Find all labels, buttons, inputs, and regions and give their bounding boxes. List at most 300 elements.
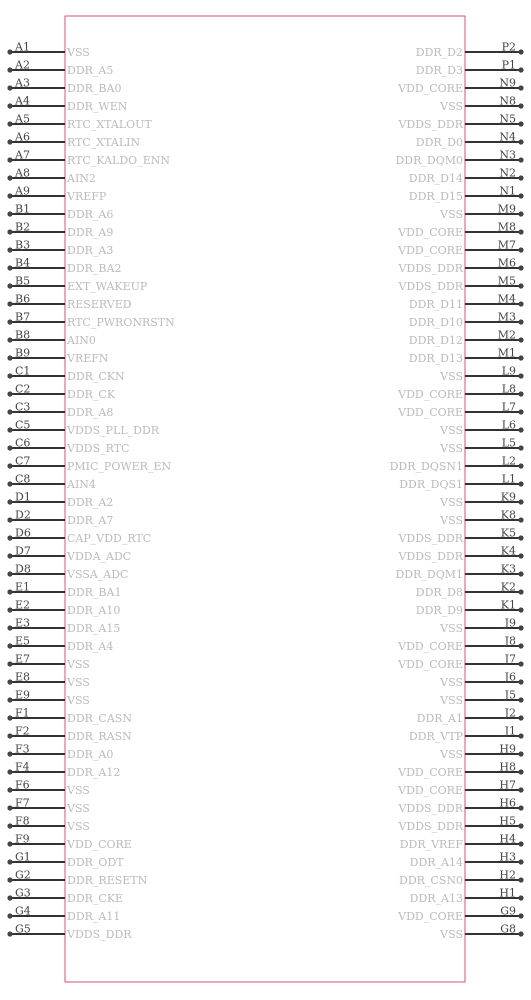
pin-number: H2 bbox=[499, 868, 516, 882]
pin-name: RESERVED bbox=[67, 298, 132, 311]
pin-number: J5 bbox=[504, 688, 516, 702]
pin-endpoint-dot bbox=[518, 751, 523, 756]
pin-number: E1 bbox=[15, 580, 31, 594]
pin-number: A1 bbox=[15, 40, 30, 54]
pin-name: VDD_CORE bbox=[398, 244, 463, 257]
pin-name: EXT_WAKEUP bbox=[67, 280, 148, 293]
pin-endpoint-dot bbox=[7, 463, 12, 468]
pin-G2 bbox=[7, 869, 147, 888]
pin-M8 bbox=[397, 221, 523, 240]
pin-endpoint-dot bbox=[7, 103, 12, 108]
pin-D2 bbox=[7, 509, 113, 528]
pin-endpoint-dot bbox=[7, 355, 12, 360]
pin-number: E9 bbox=[15, 688, 31, 702]
pin-endpoint-dot bbox=[518, 931, 523, 936]
pin-endpoint-dot bbox=[518, 823, 523, 828]
pin-J9 bbox=[439, 617, 523, 636]
pin-H8 bbox=[397, 761, 523, 780]
pin-name: VDD_CORE bbox=[398, 640, 463, 653]
pin-name: DDR_DQM1 bbox=[395, 568, 463, 581]
pin-C1 bbox=[7, 365, 125, 384]
pin-name: AIN4 bbox=[67, 478, 96, 491]
pin-endpoint-dot bbox=[7, 229, 12, 234]
pin-J5 bbox=[439, 689, 523, 708]
pin-number: P2 bbox=[501, 40, 516, 54]
pin-name: VDD_CORE bbox=[398, 766, 463, 779]
pin-name: VREFN bbox=[67, 352, 109, 365]
pin-name: VDD_CORE bbox=[398, 226, 463, 239]
pin-endpoint-dot bbox=[7, 679, 12, 684]
pin-endpoint-dot bbox=[518, 733, 523, 738]
pin-number: F1 bbox=[15, 706, 30, 720]
pin-name: DDR_VREF bbox=[399, 838, 463, 851]
pin-number: L1 bbox=[501, 472, 516, 486]
pin-endpoint-dot bbox=[518, 571, 523, 576]
pin-F9 bbox=[7, 833, 131, 852]
pin-endpoint-dot bbox=[518, 139, 523, 144]
pin-number: J1 bbox=[504, 724, 516, 738]
pin-number: C3 bbox=[15, 400, 31, 414]
pin-F4 bbox=[7, 761, 120, 780]
pin-number: F3 bbox=[15, 742, 30, 756]
pin-endpoint-dot bbox=[7, 769, 12, 774]
pin-name: VDD_CORE bbox=[67, 838, 132, 851]
pin-endpoint-dot bbox=[7, 571, 12, 576]
pin-name: DDR_A10 bbox=[67, 604, 121, 617]
pin-endpoint-dot bbox=[7, 787, 12, 792]
pin-number: D6 bbox=[15, 526, 31, 540]
pin-F7 bbox=[7, 797, 89, 816]
pin-name: DDR_D0 bbox=[415, 136, 463, 149]
pin-M3 bbox=[409, 311, 524, 330]
pin-number: H7 bbox=[499, 778, 516, 792]
pin-number: B5 bbox=[15, 274, 31, 288]
pin-name: VDDS_PLL_DDR bbox=[67, 424, 160, 437]
pin-endpoint-dot bbox=[518, 283, 523, 288]
pin-name: VSS bbox=[67, 658, 90, 671]
pin-endpoint-dot bbox=[518, 535, 523, 540]
pin-name: VSS bbox=[440, 424, 463, 437]
pin-endpoint-dot bbox=[7, 445, 12, 450]
pin-endpoint-dot bbox=[7, 823, 12, 828]
pin-N1 bbox=[409, 185, 524, 204]
pin-name: VDDS_RTC bbox=[67, 442, 130, 455]
pin-number: N8 bbox=[499, 94, 516, 108]
pin-name: RTC_PWRONRSTN bbox=[67, 316, 175, 329]
pin-name: DDR_CKN bbox=[67, 370, 125, 383]
pin-endpoint-dot bbox=[518, 67, 523, 72]
pin-name: VSS bbox=[440, 622, 463, 635]
pin-name: VDDS_DDR bbox=[398, 550, 463, 563]
pin-M6 bbox=[397, 257, 523, 276]
pin-name: DDR_A5 bbox=[67, 64, 114, 77]
pin-endpoint-dot bbox=[518, 49, 523, 54]
pin-name: VSS bbox=[67, 802, 90, 815]
pin-number: D7 bbox=[15, 544, 31, 558]
pin-D8 bbox=[7, 563, 128, 582]
pin-endpoint-dot bbox=[518, 589, 523, 594]
pin-number: L2 bbox=[501, 454, 516, 468]
pin-name: VSS bbox=[440, 514, 463, 527]
pin-name: VSS bbox=[440, 694, 463, 707]
pin-H9 bbox=[439, 743, 523, 762]
pin-number: K1 bbox=[500, 598, 516, 612]
pin-endpoint-dot bbox=[7, 211, 12, 216]
pin-endpoint-dot bbox=[518, 391, 523, 396]
pin-B6 bbox=[7, 293, 131, 312]
pin-number: H9 bbox=[499, 742, 516, 756]
pin-endpoint-dot bbox=[518, 769, 523, 774]
pin-number: B3 bbox=[15, 238, 31, 252]
pin-number: K5 bbox=[500, 526, 516, 540]
pin-B2 bbox=[7, 221, 113, 240]
pin-number: M5 bbox=[497, 274, 516, 288]
pin-K8 bbox=[439, 509, 523, 528]
pin-name: DDR_CSN0 bbox=[399, 874, 463, 887]
pin-endpoint-dot bbox=[7, 661, 12, 666]
pin-number: N4 bbox=[499, 130, 516, 144]
pin-endpoint-dot bbox=[518, 715, 523, 720]
pin-name: DDR_A3 bbox=[67, 244, 114, 257]
pin-name: DDR_BA0 bbox=[67, 82, 122, 95]
pin-name: VDD_CORE bbox=[398, 910, 463, 923]
pin-number: M1 bbox=[497, 346, 516, 360]
pin-number: G9 bbox=[500, 904, 516, 918]
pin-H1 bbox=[410, 887, 524, 906]
pin-endpoint-dot bbox=[7, 247, 12, 252]
pin-name: DDR_ODT bbox=[67, 856, 124, 869]
pin-endpoint-dot bbox=[7, 193, 12, 198]
pin-name: VDDS_DDR bbox=[398, 280, 463, 293]
pin-number: F9 bbox=[15, 832, 30, 846]
pin-name: VDDA_ADC bbox=[67, 550, 132, 563]
pin-K2 bbox=[416, 581, 524, 600]
pin-name: RTC_KALDO_ENN bbox=[67, 154, 170, 167]
pin-J1 bbox=[409, 725, 524, 744]
pin-number: M7 bbox=[497, 238, 516, 252]
pin-name: DDR_D14 bbox=[408, 172, 463, 185]
pin-H5 bbox=[397, 815, 523, 834]
pin-endpoint-dot bbox=[518, 805, 523, 810]
pin-number: B1 bbox=[15, 202, 31, 216]
pin-name: DDR_A11 bbox=[67, 910, 121, 923]
pin-number: L5 bbox=[501, 436, 516, 450]
pin-A1 bbox=[7, 41, 89, 60]
pin-number: E5 bbox=[15, 634, 31, 648]
pin-number: L7 bbox=[501, 400, 516, 414]
pin-name: DDR_D8 bbox=[415, 586, 463, 599]
pin-name: DDR_RESETN bbox=[67, 874, 148, 887]
pin-number: A3 bbox=[15, 76, 30, 90]
pin-name: DDR_A8 bbox=[67, 406, 114, 419]
pin-endpoint-dot bbox=[518, 229, 523, 234]
pin-name: CAP_VDD_RTC bbox=[67, 532, 152, 545]
pin-number: B4 bbox=[15, 256, 31, 270]
pin-endpoint-dot bbox=[7, 283, 12, 288]
pin-endpoint-dot bbox=[7, 517, 12, 522]
pin-name: VDD_CORE bbox=[398, 388, 463, 401]
pin-F1 bbox=[7, 707, 132, 726]
pin-name: DDR_A9 bbox=[67, 226, 114, 239]
right-pin-column bbox=[390, 41, 524, 942]
pin-name: VSS bbox=[440, 928, 463, 941]
pin-number: N1 bbox=[499, 184, 516, 198]
pin-H7 bbox=[397, 779, 523, 798]
pin-name: VSSA_ADC bbox=[67, 568, 129, 581]
pin-number: D1 bbox=[15, 490, 31, 504]
pin-number: G3 bbox=[15, 886, 31, 900]
pin-number: G4 bbox=[15, 904, 31, 918]
pin-endpoint-dot bbox=[7, 157, 12, 162]
pin-G4 bbox=[7, 905, 120, 924]
pin-F6 bbox=[7, 779, 89, 798]
pin-endpoint-dot bbox=[518, 103, 523, 108]
pin-name: DDR_A15 bbox=[67, 622, 121, 635]
pin-N3 bbox=[395, 149, 523, 168]
pin-endpoint-dot bbox=[518, 319, 523, 324]
pin-endpoint-dot bbox=[7, 607, 12, 612]
pin-endpoint-dot bbox=[7, 481, 12, 486]
pin-endpoint-dot bbox=[7, 139, 12, 144]
pin-N4 bbox=[416, 131, 524, 150]
pin-endpoint-dot bbox=[7, 841, 12, 846]
pin-endpoint-dot bbox=[7, 877, 12, 882]
pin-number: H3 bbox=[499, 850, 516, 864]
pin-endpoint-dot bbox=[7, 913, 12, 918]
pin-endpoint-dot bbox=[518, 553, 523, 558]
pin-number: M9 bbox=[497, 202, 516, 216]
pin-endpoint-dot bbox=[518, 175, 523, 180]
pin-H6 bbox=[397, 797, 523, 816]
pin-A9 bbox=[7, 185, 106, 204]
pin-number: J2 bbox=[504, 706, 516, 720]
pin-endpoint-dot bbox=[518, 607, 523, 612]
pin-name: RTC_XTALOUT bbox=[67, 118, 152, 131]
pin-endpoint-dot bbox=[518, 787, 523, 792]
pin-number: D2 bbox=[15, 508, 31, 522]
pin-name: VSS bbox=[440, 100, 463, 113]
pin-C3 bbox=[7, 401, 113, 420]
left-pin-column bbox=[7, 41, 175, 942]
pin-number: N2 bbox=[499, 166, 516, 180]
pin-number: M8 bbox=[497, 220, 516, 234]
pin-number: M6 bbox=[497, 256, 516, 270]
pin-number: C6 bbox=[15, 436, 31, 450]
pin-number: K3 bbox=[500, 562, 516, 576]
pin-L1 bbox=[399, 473, 523, 492]
pin-number: B2 bbox=[15, 220, 31, 234]
pin-endpoint-dot bbox=[7, 895, 12, 900]
pin-endpoint-dot bbox=[7, 931, 12, 936]
pin-name: DDR_BA1 bbox=[67, 586, 122, 599]
pin-number: N5 bbox=[499, 112, 516, 126]
pin-N5 bbox=[397, 113, 523, 132]
pin-endpoint-dot bbox=[7, 85, 12, 90]
pin-endpoint-dot bbox=[7, 49, 12, 54]
pin-C5 bbox=[7, 419, 159, 438]
pin-C6 bbox=[7, 437, 129, 456]
pin-C7 bbox=[7, 455, 171, 474]
pin-J6 bbox=[439, 671, 523, 690]
pin-E5 bbox=[7, 635, 113, 654]
pin-D1 bbox=[7, 491, 113, 510]
pin-name: DDR_A12 bbox=[67, 766, 121, 779]
pin-number: J6 bbox=[504, 670, 516, 684]
pin-M4 bbox=[409, 293, 524, 312]
pin-number: C2 bbox=[15, 382, 31, 396]
pin-H4 bbox=[400, 833, 524, 852]
pin-E8 bbox=[7, 671, 89, 690]
pin-name: DDR_VTP bbox=[408, 730, 463, 743]
pin-number: N3 bbox=[499, 148, 516, 162]
pin-name: DDR_WEN bbox=[67, 100, 128, 113]
pin-A3 bbox=[7, 77, 121, 96]
pin-B9 bbox=[7, 347, 108, 366]
pin-H2 bbox=[399, 869, 524, 888]
pin-number: L6 bbox=[501, 418, 516, 432]
pin-number: B8 bbox=[15, 328, 31, 342]
pin-C8 bbox=[7, 473, 96, 492]
pin-number: P1 bbox=[501, 58, 516, 72]
pin-endpoint-dot bbox=[7, 319, 12, 324]
pin-number: C5 bbox=[15, 418, 31, 432]
pin-number: G2 bbox=[15, 868, 31, 882]
pin-name: AIN0 bbox=[67, 334, 96, 347]
pin-name: VSS bbox=[67, 46, 90, 59]
pin-number: J8 bbox=[504, 634, 516, 648]
pin-number: K4 bbox=[500, 544, 516, 558]
pin-endpoint-dot bbox=[518, 499, 523, 504]
pin-A8 bbox=[7, 167, 96, 186]
pin-name: VDD_CORE bbox=[398, 406, 463, 419]
pin-endpoint-dot bbox=[7, 301, 12, 306]
pin-number: H1 bbox=[499, 886, 516, 900]
pin-L6 bbox=[439, 419, 523, 438]
pin-name: DDR_A4 bbox=[67, 640, 114, 653]
pin-name: VDD_CORE bbox=[398, 658, 463, 671]
pin-number: H8 bbox=[499, 760, 516, 774]
pin-endpoint-dot bbox=[518, 337, 523, 342]
pin-K3 bbox=[395, 563, 523, 582]
pin-name: DDR_A14 bbox=[409, 856, 463, 869]
pin-number: L9 bbox=[501, 364, 516, 378]
pin-endpoint-dot bbox=[7, 391, 12, 396]
pin-number: G8 bbox=[500, 922, 516, 936]
pin-name: VDDS_DDR bbox=[398, 820, 463, 833]
pin-name: DDR_A13 bbox=[409, 892, 463, 905]
pin-name: VSS bbox=[440, 208, 463, 221]
pin-number: A7 bbox=[15, 148, 30, 162]
pin-L7 bbox=[397, 401, 523, 420]
pin-name: DDR_A7 bbox=[67, 514, 114, 527]
pin-N8 bbox=[439, 95, 523, 114]
pin-endpoint-dot bbox=[518, 661, 523, 666]
pin-name: VDDS_DDR bbox=[67, 928, 132, 941]
pin-A4 bbox=[7, 95, 127, 114]
pin-name: VSS bbox=[67, 784, 90, 797]
pin-name: VREFP bbox=[67, 190, 107, 203]
pin-endpoint-dot bbox=[7, 715, 12, 720]
pin-name: VSS bbox=[440, 496, 463, 509]
pin-endpoint-dot bbox=[7, 751, 12, 756]
pin-endpoint-dot bbox=[7, 175, 12, 180]
pin-name: VSS bbox=[67, 820, 90, 833]
pin-endpoint-dot bbox=[518, 409, 523, 414]
pin-B8 bbox=[7, 329, 96, 348]
pin-number: A6 bbox=[15, 130, 30, 144]
pin-endpoint-dot bbox=[7, 697, 12, 702]
pin-endpoint-dot bbox=[518, 517, 523, 522]
pin-endpoint-dot bbox=[518, 157, 523, 162]
pin-number: C1 bbox=[15, 364, 31, 378]
pin-B1 bbox=[7, 203, 113, 222]
pin-K5 bbox=[397, 527, 523, 546]
pin-endpoint-dot bbox=[518, 355, 523, 360]
pin-number: C7 bbox=[15, 454, 31, 468]
pin-name: DDR_CK bbox=[67, 388, 116, 401]
pin-M1 bbox=[409, 347, 524, 366]
pin-name: VSS bbox=[67, 694, 90, 707]
pin-number: M2 bbox=[497, 328, 516, 342]
pin-K4 bbox=[397, 545, 523, 564]
pin-M2 bbox=[409, 329, 524, 348]
pin-endpoint-dot bbox=[518, 193, 523, 198]
pin-name: DDR_DQM0 bbox=[395, 154, 463, 167]
pin-E7 bbox=[7, 653, 89, 672]
pin-N2 bbox=[409, 167, 524, 186]
pin-number: J9 bbox=[504, 616, 516, 630]
pin-name: DDR_CKE bbox=[67, 892, 124, 905]
pin-A6 bbox=[7, 131, 140, 150]
pin-name: DDR_D12 bbox=[408, 334, 463, 347]
pin-name: DDR_A1 bbox=[416, 712, 463, 725]
pin-name: DDR_D9 bbox=[415, 604, 463, 617]
pin-H3 bbox=[410, 851, 524, 870]
pin-endpoint-dot bbox=[7, 427, 12, 432]
pin-number: K8 bbox=[500, 508, 516, 522]
pin-J2 bbox=[417, 707, 524, 726]
pin-endpoint-dot bbox=[518, 877, 523, 882]
pin-N9 bbox=[397, 77, 523, 96]
pin-number: M3 bbox=[497, 310, 516, 324]
pin-endpoint-dot bbox=[518, 265, 523, 270]
pin-number: J7 bbox=[504, 652, 516, 666]
pin-endpoint-dot bbox=[7, 499, 12, 504]
pin-K9 bbox=[439, 491, 523, 510]
pin-name: DDR_A0 bbox=[67, 748, 114, 761]
pin-L8 bbox=[397, 383, 523, 402]
pin-name: VDDS_DDR bbox=[398, 802, 463, 815]
pin-name: DDR_A6 bbox=[67, 208, 114, 221]
pin-name: DDR_D13 bbox=[408, 352, 463, 365]
pin-name: VDD_CORE bbox=[398, 784, 463, 797]
pin-number: F6 bbox=[15, 778, 30, 792]
pin-number: N9 bbox=[499, 76, 516, 90]
pin-M5 bbox=[397, 275, 523, 294]
pin-M9 bbox=[439, 203, 523, 222]
pin-B4 bbox=[7, 257, 121, 276]
pin-name: AIN2 bbox=[67, 172, 96, 185]
pin-endpoint-dot bbox=[7, 373, 12, 378]
pin-number: E7 bbox=[15, 652, 31, 666]
pin-name: DDR_DQSN1 bbox=[389, 460, 463, 473]
pin-endpoint-dot bbox=[7, 733, 12, 738]
pin-number: F4 bbox=[15, 760, 30, 774]
pin-E3 bbox=[7, 617, 120, 636]
pin-number: G5 bbox=[15, 922, 31, 936]
pin-endpoint-dot bbox=[518, 463, 523, 468]
pin-endpoint-dot bbox=[7, 409, 12, 414]
